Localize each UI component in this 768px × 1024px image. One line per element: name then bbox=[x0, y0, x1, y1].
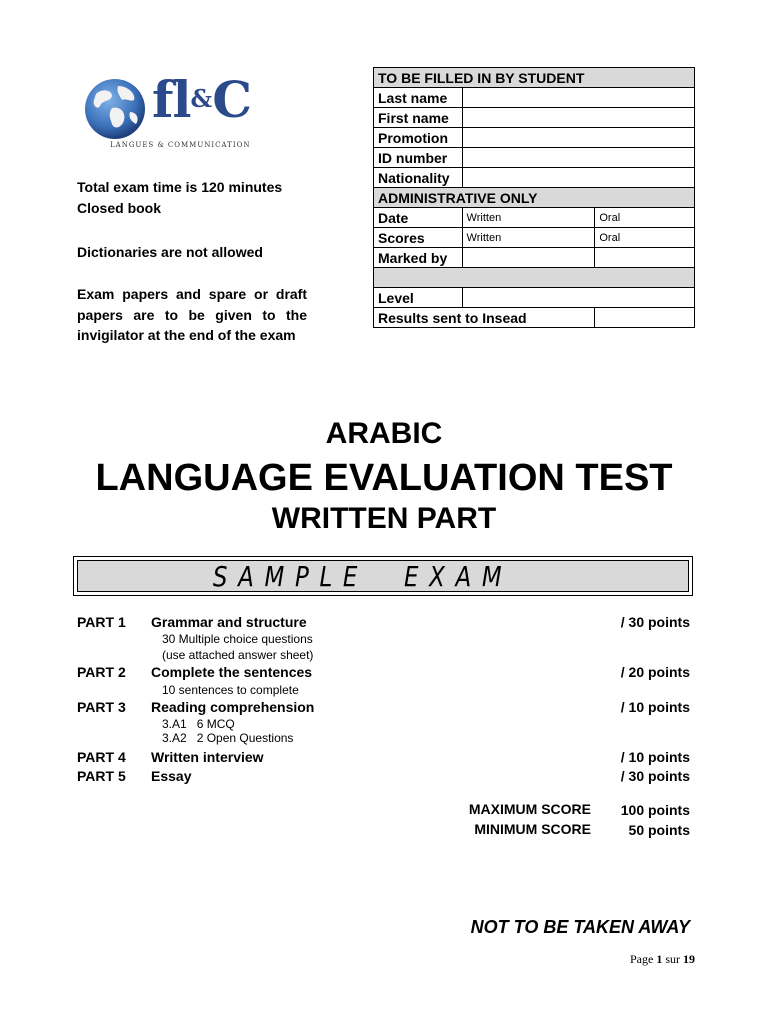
marked-by-label: Marked by bbox=[374, 248, 463, 268]
first-name-field[interactable] bbox=[462, 108, 694, 128]
admin-spacer bbox=[374, 268, 695, 288]
part-title: Complete the sentences bbox=[151, 664, 313, 680]
min-score-value: 50 points bbox=[628, 822, 690, 838]
part-number: PART 1 bbox=[77, 614, 126, 630]
part-number: PART 4 bbox=[77, 749, 126, 765]
results-sent-field bbox=[595, 308, 695, 328]
student-info-table bbox=[373, 67, 695, 328]
sample-exam-banner bbox=[73, 556, 693, 596]
page-number bbox=[630, 952, 695, 967]
flc-logo bbox=[80, 70, 280, 160]
part-points: / 10 points bbox=[620, 749, 690, 765]
part-points: / 20 points bbox=[620, 664, 690, 680]
part-detail: 3.A2 2 Open Questions bbox=[162, 731, 294, 745]
part-detail: 30 Multiple choice questions bbox=[162, 632, 313, 646]
closed-book-note: Closed book bbox=[77, 200, 162, 216]
part-title: Written interview bbox=[151, 749, 264, 765]
logo-c: C bbox=[212, 70, 252, 129]
language-title: ARABIC bbox=[325, 417, 443, 450]
part-points: / 30 points bbox=[620, 614, 690, 630]
exam-papers-note: Exam papers and spare or draft papers are to be given to the invigilator at the end of the exam bbox=[77, 286, 307, 343]
logo-wordmark bbox=[152, 70, 252, 129]
date-label: Date bbox=[374, 208, 463, 228]
part-detail: 10 sentences to complete bbox=[162, 683, 299, 697]
part-number: PART 2 bbox=[77, 664, 126, 680]
id-number-label: ID number bbox=[374, 148, 463, 168]
not-to-be-taken-notice: NOT TO BE TAKEN AWAY bbox=[470, 917, 690, 937]
page-prefix: Page bbox=[630, 952, 657, 966]
part-points: / 10 points bbox=[620, 699, 690, 715]
first-name-label: First name bbox=[374, 108, 463, 128]
admin-header: ADMINISTRATIVE ONLY bbox=[374, 188, 695, 208]
date-written-cell: Written bbox=[462, 208, 595, 228]
student-header: TO BE FILLED IN BY STUDENT bbox=[374, 68, 695, 88]
part-detail: 3.A1 6 MCQ bbox=[162, 717, 235, 731]
globe-icon bbox=[82, 76, 148, 142]
logo-tagline: LANGUES & COMMUNICATION bbox=[110, 141, 251, 149]
scores-written-cell: Written bbox=[462, 228, 595, 248]
last-name-field[interactable] bbox=[462, 88, 694, 108]
level-field bbox=[462, 288, 694, 308]
date-oral-cell: Oral bbox=[595, 208, 695, 228]
dictionaries-note: Dictionaries are not allowed bbox=[77, 244, 263, 260]
logo-fl: fl bbox=[152, 70, 191, 129]
min-score-label: MINIMUM SCORE bbox=[474, 821, 591, 837]
max-score-label: MAXIMUM SCORE bbox=[468, 801, 591, 817]
page-total: 19 bbox=[683, 952, 695, 966]
scores-oral-cell: Oral bbox=[595, 228, 695, 248]
last-name-label: Last name bbox=[374, 88, 463, 108]
main-title: LANGUAGE EVALUATION TEST bbox=[95, 457, 673, 499]
page-current: 1 bbox=[656, 952, 663, 966]
sample-exam-inner bbox=[77, 560, 689, 592]
logo-amp: & bbox=[190, 84, 213, 113]
sample-exam-text: SAMPLE EXAM bbox=[213, 559, 513, 593]
promotion-label: Promotion bbox=[374, 128, 463, 148]
part-points: / 30 points bbox=[620, 768, 690, 784]
part-number: PART 5 bbox=[77, 768, 126, 784]
max-score-value: 100 points bbox=[620, 802, 690, 818]
level-label: Level bbox=[374, 288, 463, 308]
nationality-field[interactable] bbox=[462, 168, 694, 188]
results-sent-label: Results sent to Insead bbox=[374, 308, 595, 328]
nationality-label: Nationality bbox=[374, 168, 463, 188]
id-number-field[interactable] bbox=[462, 148, 694, 168]
part-detail: (use attached answer sheet) bbox=[162, 648, 314, 662]
page-mid: sur bbox=[662, 952, 683, 966]
scores-label: Scores bbox=[374, 228, 463, 248]
sub-title: WRITTEN PART bbox=[271, 502, 497, 535]
part-number: PART 3 bbox=[77, 699, 126, 715]
part-title: Reading comprehension bbox=[151, 699, 315, 715]
part-title: Essay bbox=[151, 768, 192, 784]
promotion-field[interactable] bbox=[462, 128, 694, 148]
marked-by-extra bbox=[595, 248, 695, 268]
exam-time-note: Total exam time is 120 minutes bbox=[77, 179, 283, 195]
part-title: Grammar and structure bbox=[151, 614, 307, 630]
marked-by-field bbox=[462, 248, 595, 268]
